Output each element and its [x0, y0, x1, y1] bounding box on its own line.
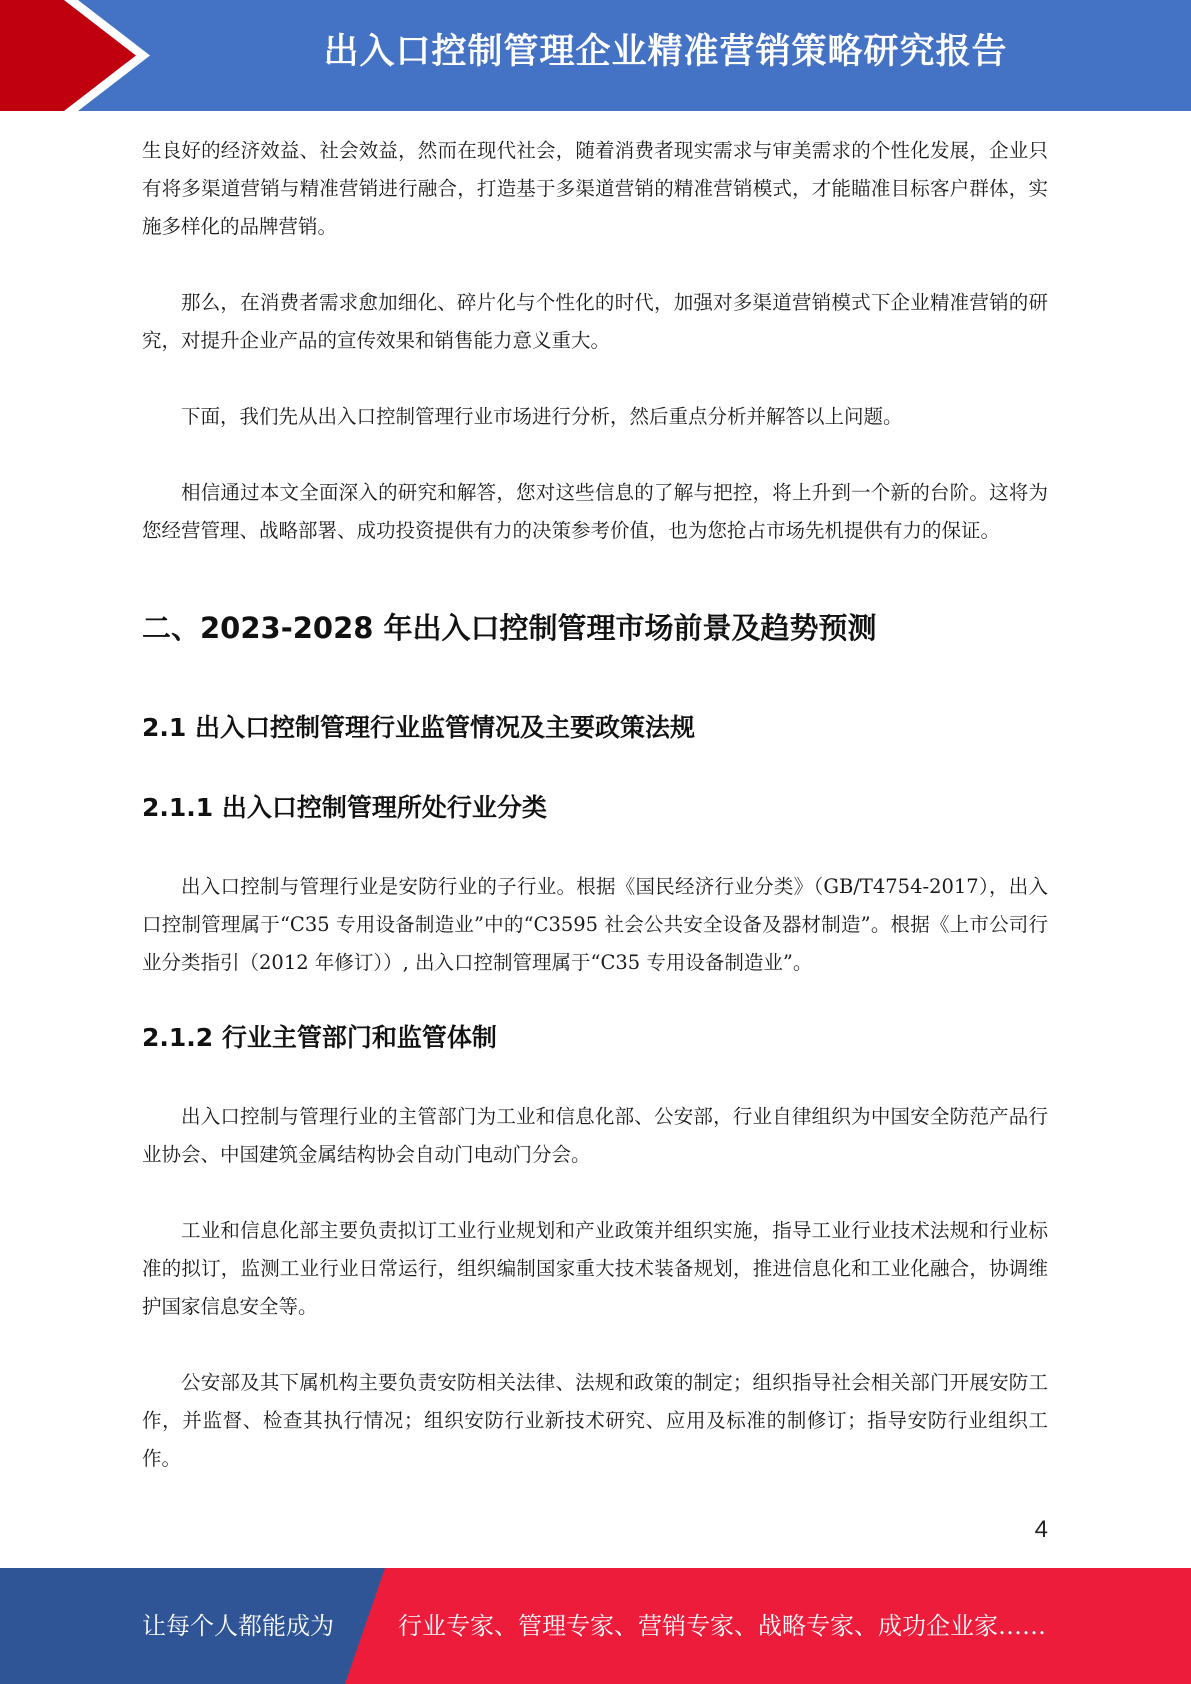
paragraph: 相信通过本文全面深入的研究和解答，您对这些信息的了解与把控，将上升到一个新的台阶。这将为您经营管理、战略部署、成功投资提供有力的决策参考价值，也为您抢占市场先机提供有力的保证。 — [142, 481, 1048, 542]
paragraph: 那么，在消费者需求愈加细化、碎片化与个性化的时代，加强对多渠道营销模式下企业精准营销的研究，对提升企业产品的宣传效果和销售能力意义重大。 — [142, 291, 1048, 352]
section-heading: 二、2023-2028 年出入口控制管理市场前景及趋势预测 — [142, 611, 877, 645]
page-number: 4 — [1034, 1516, 1048, 1543]
header-chevron-decoration — [0, 0, 160, 111]
paragraph: 出入口控制与管理行业的主管部门为工业和信息化部、公安部，行业自律组织为中国安全防范产品行业协会、中国建筑金属结构协会自动门电动门分会。 — [142, 1105, 1048, 1166]
paragraph: 公安部及其下属机构主要负责安防相关法律、法规和政策的制定；组织指导社会相关部门开展安防工作，并监督、检查其执行情况；组织安防行业新技术研究、应用及标准的制修订；指导安防行业组织工作。 — [142, 1371, 1048, 1470]
subsubsection-heading: 2.1.1 出入口控制管理所处行业分类 — [142, 793, 547, 822]
subsection-heading: 2.1 出入口控制管理行业监管情况及主要政策法规 — [142, 713, 695, 742]
paragraph: 生良好的经济效益、社会效益，然而在现代社会，随着消费者现实需求与审美需求的个性化发展，企业只有将多渠道营销与精准营销进行融合，打造基于多渠道营销的精准营销模式，才能瞄准目标客户群体，实施多样化的品牌营销。 — [142, 139, 1048, 238]
subsubsection-heading: 2.1.2 行业主管部门和监管体制 — [142, 1023, 497, 1052]
footer-slogan-left: 让每个人都能成为 — [142, 1612, 334, 1640]
paragraph: 下面，我们先从出入口控制管理行业市场进行分析，然后重点分析并解答以上问题。 — [181, 405, 903, 428]
footer-banner — [0, 1568, 1191, 1684]
report-title: 出入口控制管理企业精准营销策略研究报告 — [323, 32, 1008, 72]
footer-slogan-right: 行业专家、管理专家、营销专家、战略专家、成功企业家…… — [398, 1612, 1046, 1640]
header-banner — [0, 0, 1191, 111]
document-body — [142, 132, 1048, 1516]
paragraph: 出入口控制与管理行业是安防行业的子行业。根据《国民经济行业分类》（GB/T4754-2017），出入口控制管理属于“C35 专用设备制造业”中的“C3595 社会公共安全设备及器材制造”。根据《上市公司行业分类指引（2012 年修订））, 出入口控制管理属于“C35 专用设备制造业”。 — [142, 875, 1048, 974]
paragraph: 工业和信息化部主要负责拟订工业行业规划和产业政策并组织实施，指导工业行业技术法规和行业标准的拟订，监测工业行业日常运行，组织编制国家重大技术装备规划，推进信息化和工业化融合，协调维护国家信息安全等。 — [142, 1219, 1048, 1318]
